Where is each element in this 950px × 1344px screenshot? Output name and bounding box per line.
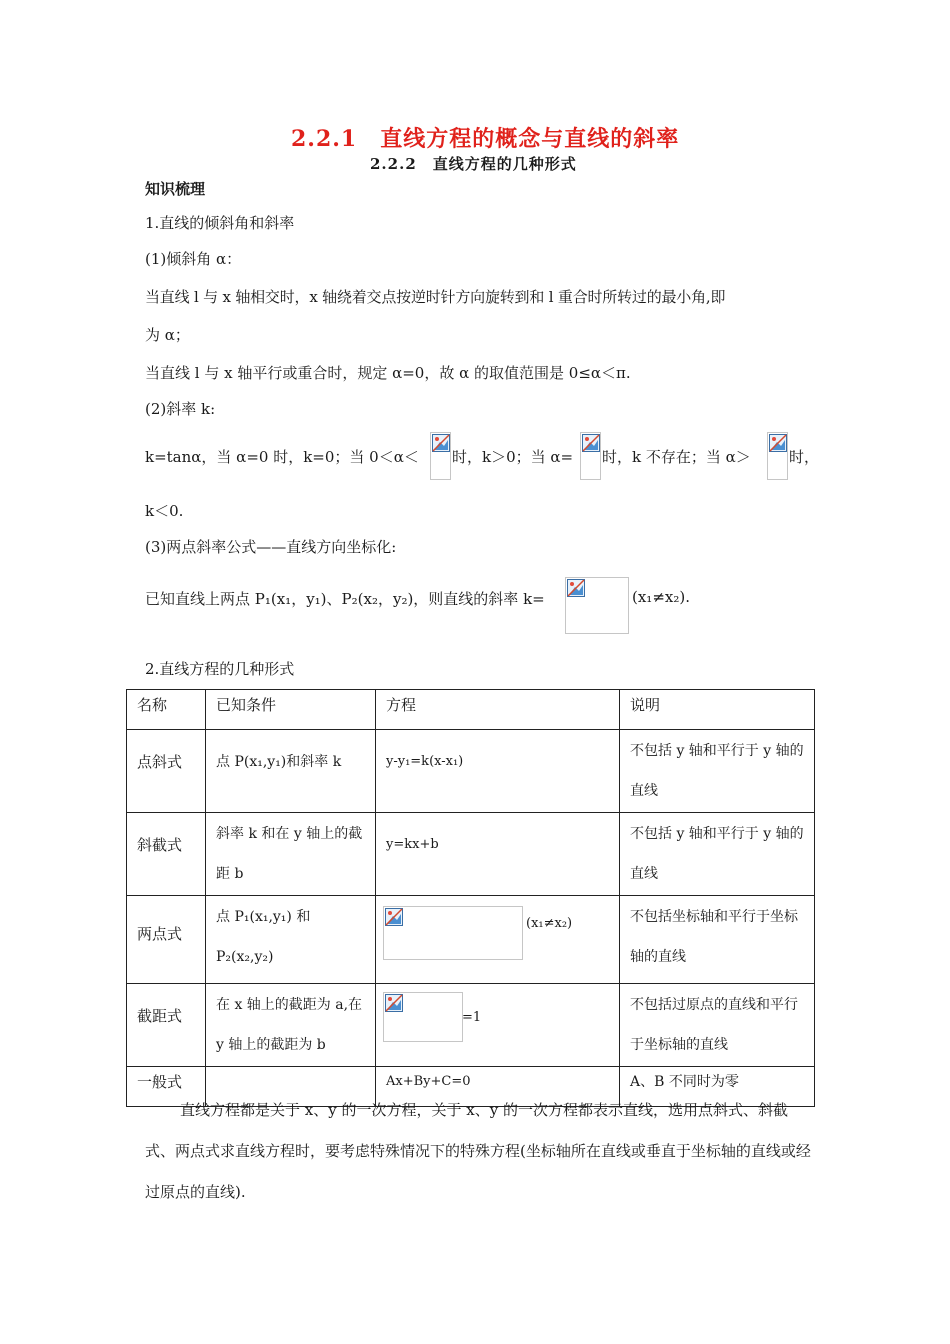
p2-text-b: 时，k＞0；当 α= — [452, 448, 574, 466]
p2-text-a: k=tanα，当 α=0 时，k=0；当 0＜α＜ — [145, 448, 419, 466]
form-name: 点斜式 — [137, 753, 183, 771]
formula-image — [580, 432, 601, 480]
table-header-cell: 方程 — [386, 696, 417, 714]
table-row — [127, 730, 815, 813]
closing-paragraph: 直线方程都是关于 x、y 的一次方程，关于 x、y 的一次方程都表示直线，选用点斜式、斜截式、两点式求直线方程时，要考虑特殊情况下的特殊方程(坐标轴所在直线或垂直于坐标轴的直线或经过原点的直线). — [145, 1101, 811, 1201]
form-name: 斜截式 — [137, 836, 183, 854]
form-equation: (x₁≠x₂) — [526, 916, 573, 931]
p2-text-d: 时， — [789, 448, 820, 466]
p3-heading: (3)两点斜率公式——直线方向坐标化: — [145, 538, 397, 556]
table-row — [127, 896, 815, 984]
broken-image-icon — [432, 434, 450, 452]
forms-table — [126, 689, 815, 1107]
formula-image — [430, 432, 451, 480]
form-note: 不包括坐标轴和平行于坐标轴的直线 — [630, 909, 798, 965]
broken-image-icon — [567, 579, 585, 597]
form-condition: 点 P(x₁,y₁)和斜率 k — [216, 754, 342, 770]
page-title: 2.2.1 直线方程的概念与直线的斜率 — [291, 126, 680, 152]
table-header-cell: 说明 — [630, 696, 661, 714]
p1-line2: 为 α； — [145, 326, 190, 344]
broken-image-icon — [582, 434, 600, 452]
form-note: 不包括过原点的直线和平行于坐标轴的直线 — [630, 997, 798, 1053]
p1-heading: (1)倾斜角 α： — [145, 250, 242, 268]
table-header-row — [127, 690, 815, 730]
form-note: 不包括 y 轴和平行于 y 轴的直线 — [630, 826, 804, 882]
formula-image — [565, 577, 629, 634]
form-condition: 斜率 k 和在 y 轴上的截距 b — [216, 826, 363, 882]
form-note: A、B 不同时为零 — [630, 1074, 739, 1090]
p3-condition: (x₁≠x₂). — [632, 588, 690, 606]
broken-image-icon — [385, 994, 403, 1012]
table-header-cell: 已知条件 — [216, 696, 277, 714]
p2-text-c: 时，k 不存在；当 α＞ — [602, 448, 751, 466]
form-equation: y=kx+b — [386, 837, 439, 852]
form-condition: 点 P₁(x₁,y₁) 和 P₂(x₂,y₂) — [216, 909, 311, 965]
broken-image-icon — [769, 434, 787, 452]
p2-heading: (2)斜率 k: — [145, 400, 216, 418]
s2-heading: 2.直线方程的几种形式 — [145, 660, 295, 678]
s1-heading: 1.直线的倾斜角和斜率 — [145, 214, 295, 232]
broken-image-icon — [385, 908, 403, 926]
page-subtitle: 2.2.2 直线方程的几种形式 — [370, 155, 577, 173]
table-row — [127, 984, 815, 1067]
form-name: 截距式 — [137, 1007, 183, 1025]
p1-line3: 当直线 l 与 x 轴平行或重合时，规定 α=0，故 α 的取值范围是 0≤α＜π. — [145, 364, 631, 382]
formula-image — [383, 992, 463, 1042]
table-row — [127, 813, 815, 896]
form-equation: Ax+By+C=0 — [386, 1074, 471, 1089]
section-heading: 知识梳理 — [145, 180, 206, 198]
p1-line1: 当直线 l 与 x 轴相交时，x 轴绕着交点按逆时针方向旋转到和 l 重合时所转过的最小角,即 — [145, 288, 726, 306]
form-condition — [206, 1067, 375, 1069]
form-equation: =1 — [462, 1010, 482, 1025]
p3-line: 已知直线上两点 P₁(x₁，y₁)、P₂(x₂，y₂)，则直线的斜率 k= — [145, 590, 545, 608]
p2-text-e: k＜0. — [145, 502, 184, 520]
form-note: 不包括 y 轴和平行于 y 轴的直线 — [630, 743, 804, 799]
form-condition: 在 x 轴上的截距为 a,在 y 轴上的截距为 b — [216, 997, 363, 1053]
form-equation: y-y₁=k(x-x₁) — [386, 754, 464, 769]
table-header-cell: 名称 — [137, 696, 168, 714]
formula-image — [383, 906, 523, 960]
formula-image — [767, 432, 788, 480]
form-name: 两点式 — [137, 925, 183, 943]
form-name: 一般式 — [137, 1073, 183, 1091]
